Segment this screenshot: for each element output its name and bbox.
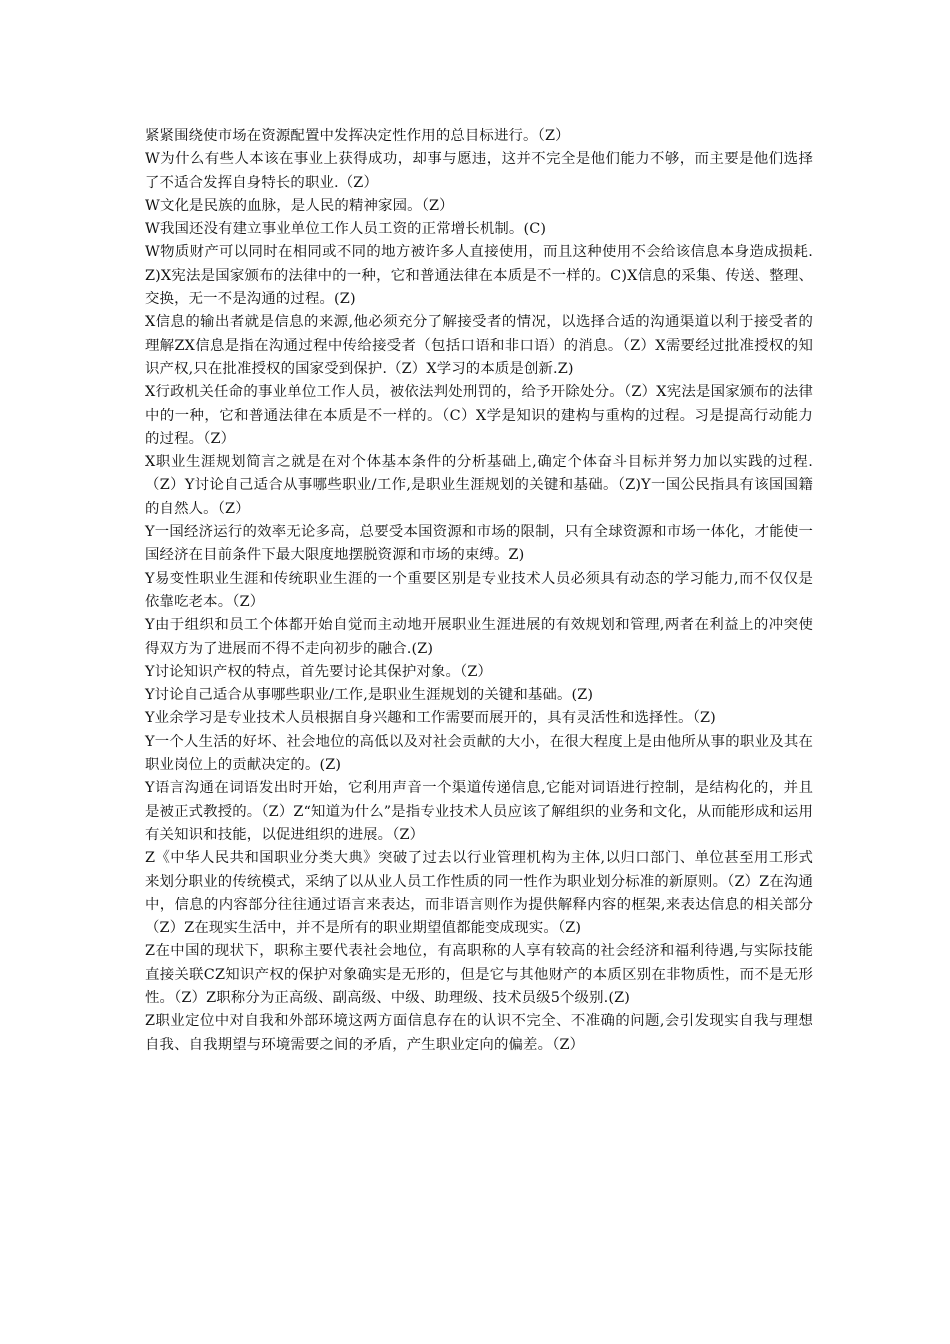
paragraph: W文化是民族的血脉，是人民的精神家园。（Z） [145,197,454,214]
paragraph: Y讨论知识产权的特点，首先要讨论其保护对象。（Z） [145,663,493,680]
paragraph: Y由于组织和员工个体都开始自觉而主动地开展职业生涯进展的有效规划和管理,两者在利益上的冲突使得双方为了进展而不得不走向初步的融合.(Z) [145,617,813,657]
paragraph: Y易变性职业生涯和传统职业生涯的一个重要区别是专业技术人员必须具有动态的学习能力,而不仅仅是依靠吃老本。（Z） [145,570,813,610]
paragraph: Y一个人生活的好坏、社会地位的高低以及对社会贡献的大小，在很大程度上是由他所从事的职业及其在职业岗位上的贡献决定的。(Z) [145,733,813,774]
paragraph: W为什么有些人本该在事业上获得成功，却事与愿违，这并不完全是他们能力不够，而主要是他们选择了不适合发挥自身特长的职业.（Z） [145,151,813,191]
paragraph: X职业生涯规划简言之就是在对个体基本条件的分析基础上,确定个体奋斗目标并努力加以实践的过程.（Z）Y讨论自己适合从事哪些职业/工作,是职业生涯规划的关键和基础。（Z)Y一国公民指具有该国国籍的自然人。（Z） [145,454,813,517]
paragraph: W物质财产可以同时在相同或不同的地方被许多人直接使用，而且这种使用不会给该信息本身造成损耗.Z)X宪法是国家颁布的法律中的一种，它和普通法律在本质是不一样的。C)X信息的采集、传送、整理、交换，无一不是沟通的过程。(Z) [145,244,813,308]
paragraph: Y讨论自己适合从事哪些职业/工作,是职业生涯规划的关键和基础。(Z) [145,687,594,704]
paragraph: 紧紧围绕使市场在资源配置中发挥决定性作用的总目标进行。（Z） [145,128,570,144]
paragraph: Y一国经济运行的效率无论多高，总要受本国资源和市场的限制，只有全球资源和市场一体化，才能使一国经济在目前条件下最大限度地摆脱资源和市场的束缚。Z) [145,524,813,564]
document-body [145,125,813,1057]
paragraph: X行政机关任命的事业单位工作人员，被依法判处刑罚的，给予开除处分。（Z）X宪法是国家颁布的法律中的一种，它和普通法律在本质是不一样的。（C）X学是知识的建构与重构的过程。习是提高行动能力的过程。（Z） [145,384,813,447]
paragraph: Y业余学习是专业技术人员根据自身兴趣和工作需要而展开的，具有灵活性和选择性。（Z) [145,710,716,727]
paragraph: Y语言沟通在词语发出时开始，它利用声音一个渠道传递信息,它能对词语进行控制，是结构化的，并且是被正式教授的。（Z）Z“知道为什么”是指专业技术人员应该了解组织的业务和文化，从而能形成和运用有关知识和技能，以促进组织的进展。（Z） [145,780,813,843]
paragraph: Z《中华人民共和国职业分类大典》突破了过去以行业管理机构为主体,以归口部门、单位甚至用工形式来划分职业的传统模式，采纳了以从业人员工作性质的同一性作为职业划分标准的新原则。（Z）Z在沟通中，信息的内容部分往往通过语言来表达，而非语言则作为提供解释内容的框架,来表达信息的相关部分（Z）Z在现实生活中，并不是所有的职业期望值都能变成现实。（Z) [145,850,813,937]
paragraph: Z职业定位中对自我和外部环境这两方面信息存在的认识不完全、不准确的问题,会引发现实自我与理想自我、自我期望与环境需要之间的矛盾，产生职业定向的偏差。（Z） [145,1013,813,1053]
paragraph: W我国还没有建立事业单位工作人员工资的正常增长机制。(C) [145,221,547,238]
paragraph: Z在中国的现状下，职称主要代表社会地位，有高职称的人享有较高的社会经济和福利待遇,与实际技能直接关联CZ知识产权的保护对象确实是无形的，但是它与其他财产的本质区别在非物质性，而不是无形性。（Z）Z职称分为正高级、副高级、中级、助理级、技术员级5个级别.(Z) [145,943,813,1006]
paragraph: X信息的输出者就是信息的来源,他必须充分了解接受者的情况，以选择合适的沟通渠道以利于接受者的理解ZX信息是指在沟通过程中传给接受者（包括口语和非口语）的消息。（Z）X需要经过批准授权的知识产权,只在批准授权的国家受到保护.（Z）X学习的本质是创新.Z) [145,314,813,377]
